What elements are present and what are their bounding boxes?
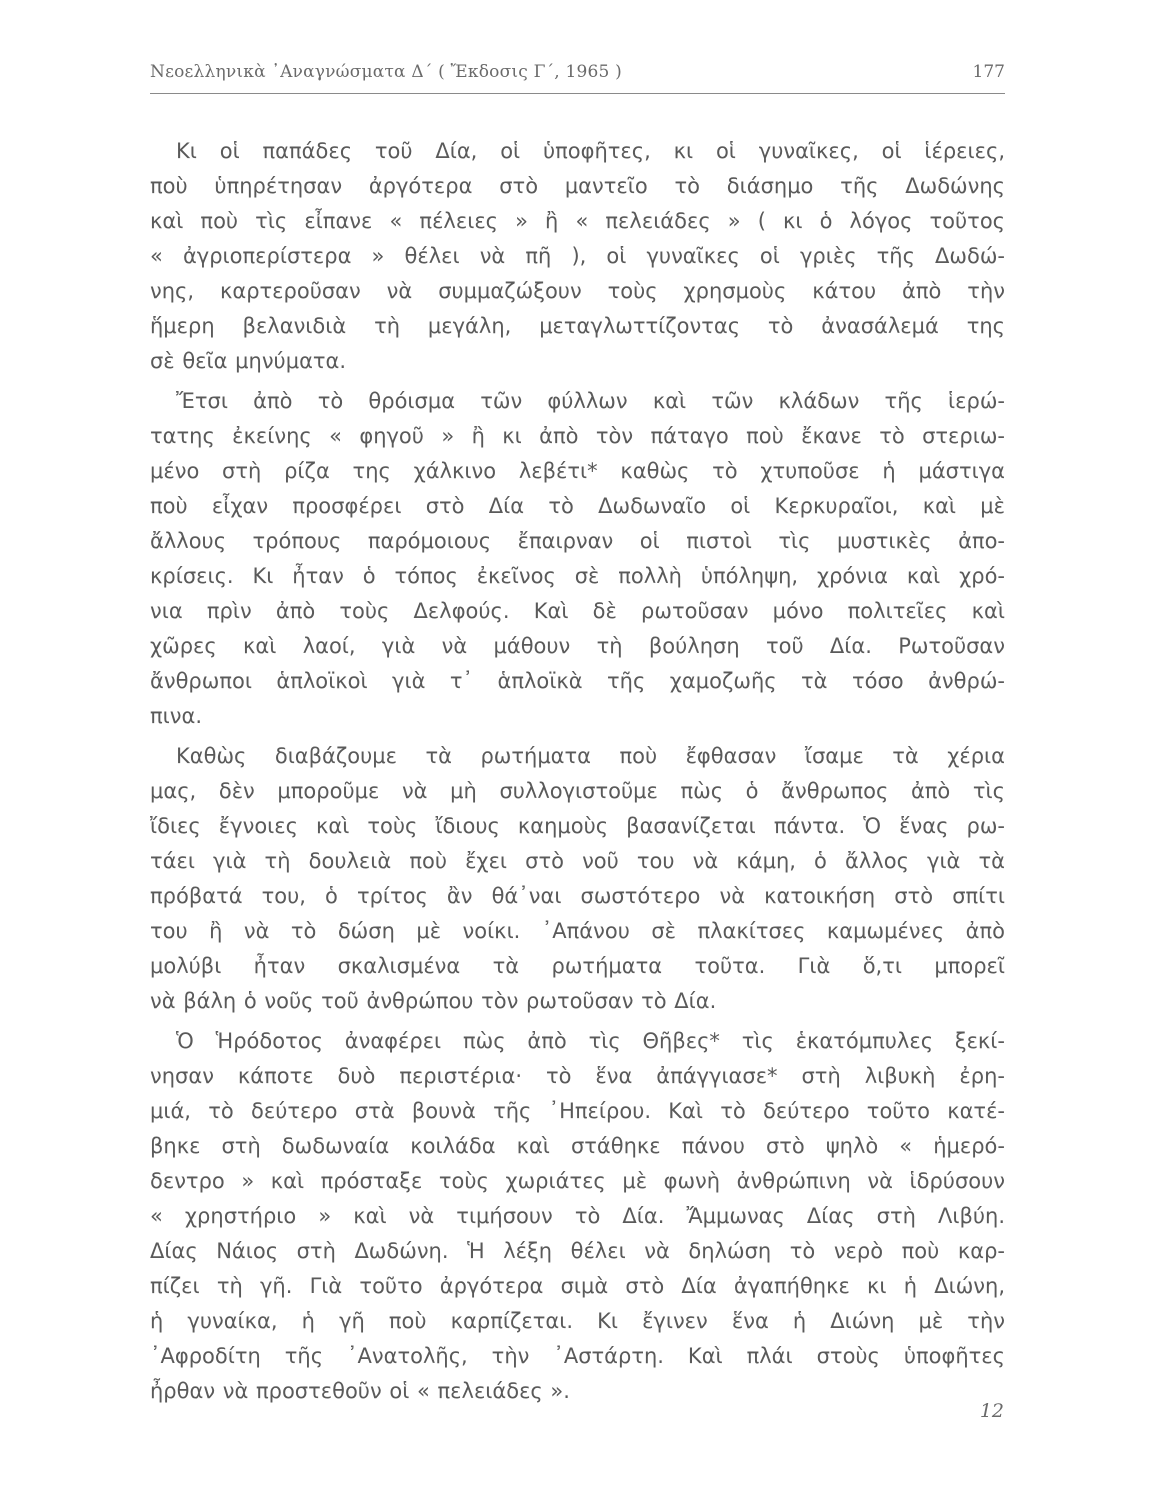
text-line: δεντρο » καὶ πρόσταξε τοὺς χωριάτες μὲ φωνὴ ἀνθρώπινη νὰ ἱδρύσουν (150, 1169, 1005, 1193)
text-line: « χρηστήριο » καὶ νὰ τιμήσουν τὸ Δία. Ἄμμωνας Δίας στὴ Λιβύη. (150, 1204, 1005, 1228)
running-header (150, 58, 1005, 88)
text-line: νης, καρτεροῦσαν νὰ συμμαζώξουν τοὺς χρησμοὺς κάτου ἀπὸ τὴν (150, 279, 1005, 303)
text-line: μιά, τὸ δεύτερο στὰ βουνὰ τῆς ᾿Ηπείρου. Καὶ τὸ δεύτερο τοῦτο κατέ- (150, 1099, 1005, 1123)
text-line: ἄλλους τρόπους παρόμοιους ἔπαιρναν οἱ πιστοὶ τὶς μυστικὲς ἀπο- (150, 529, 1005, 553)
text-line: σὲ θεῖα μηνύματα. (150, 349, 347, 373)
text-line: νησαν κάποτε δυὸ περιστέρια· τὸ ἕνα ἀπάγγιασε* στὴ λιβυκὴ ἐρη- (150, 1064, 1005, 1088)
body-text (150, 134, 1005, 1409)
text-line: « ἀγριοπερίστερα » θέλει νὰ πῆ ), οἱ γυναῖκες οἱ γριὲς τῆς Δωδώ- (150, 244, 1005, 268)
text-line: του ἢ νὰ τὸ δώση μὲ νοίκι. ᾿Απάνου σὲ πλακίτσες καμωμένες ἀπὸ (150, 919, 1005, 943)
text-line: πινα. (150, 704, 202, 728)
text-line: βηκε στὴ δωδωναία κοιλάδα καὶ στάθηκε πάνου στὸ ψηλὸ « ἡμερό- (150, 1134, 1005, 1158)
text-line: τατης ἐκείνης « φηγοῦ » ἢ κι ἀπὸ τὸν πάταγο ποὺ ἔκανε τὸ στεριω- (150, 424, 1005, 448)
text-line: μας, δὲν μποροῦμε νὰ μὴ συλλογιστοῦμε πὼς ὁ ἄνθρωπος ἀπὸ τὶς (150, 779, 1005, 803)
text-line: χῶρες καὶ λαοί, γιὰ νὰ μάθουν τὴ βούληση τοῦ Δία. Ρωτοῦσαν (150, 634, 1005, 658)
page-number: 177 (972, 62, 1005, 82)
header-rule (150, 93, 1005, 94)
text-line: ἴδιες ἔγνοιες καὶ τοὺς ἴδιους καημοὺς βασανίζεται πάντα. Ὁ ἕνας ρω- (150, 814, 1005, 838)
text-line: μολύβι ἦταν σκαλισμένα τὰ ρωτήματα τοῦτα. Γιὰ ὅ,τι μπορεῖ (150, 954, 1005, 978)
text-line: νὰ βάλη ὁ νοῦς τοῦ ἀνθρώπου τὸν ρωτοῦσαν τὸ Δία. (150, 989, 717, 1013)
text-line: ἡ γυναίκα, ἡ γῆ ποὺ καρπίζεται. Κι ἔγινεν ἕνα ἡ Διώνη μὲ τὴν (150, 1309, 1005, 1333)
text-line: μένο στὴ ρίζα της χάλκινο λεβέτι* καθὼς τὸ χτυποῦσε ἡ μάστιγα (150, 459, 1005, 483)
text-line: καὶ ποὺ τὶς εἶπανε « πέλειες » ἢ « πελειάδες » ( κι ὁ λόγος τοῦτος (150, 209, 1005, 233)
text-line: ἄνθρωποι ἁπλοϊκοὶ γιὰ τ᾿ ἁπλοϊκὰ τῆς χαμοζωῆς τὰ τόσο ἀνθρώ- (150, 669, 1005, 693)
text-line: Ἔτσι ἀπὸ τὸ θρόισμα τῶν φύλλων καὶ τῶν κλάδων τῆς ἱερώ- (176, 389, 1005, 413)
text-line: Ὁ Ἡρόδοτος ἀναφέρει πὼς ἀπὸ τὶς Θῆβες* τὶς ἑκατόμπυλες ξεκί- (176, 1029, 1005, 1053)
text-line: ᾿Αφροδίτη τῆς ᾿Ανατολῆς, τὴν ᾿Αστάρτη. Καὶ πλάι στοὺς ὑποφῆτες (150, 1344, 1005, 1368)
book-title: Νεοελληνικὰ ᾿Αναγνώσματα Δ΄ ( Ἔκδοσις Γ΄, 1965 ) (150, 62, 622, 82)
text-line: Κι οἱ παπάδες τοῦ Δία, οἱ ὑποφῆτες, κι οἱ γυναῖκες, οἱ ἱέρειες, (176, 139, 1005, 163)
text-line: ποὺ ὑπηρέτησαν ἀργότερα στὸ μαντεῖο τὸ διάσημο τῆς Δωδώνης (150, 174, 1005, 198)
text-line: κρίσεις. Κι ἦταν ὁ τόπος ἐκεῖνος σὲ πολλὴ ὑπόληψη, χρόνια καὶ χρό- (150, 564, 1005, 588)
text-line: πρόβατά του, ὁ τρίτος ἂν θά᾿ναι σωστότερο νὰ κατοικήση στὸ σπίτι (150, 884, 1005, 908)
paragraph (150, 384, 1005, 734)
text-line: νια πρὶν ἀπὸ τοὺς Δελφούς. Καὶ δὲ ρωτοῦσαν μόνο πολιτεῖες καὶ (150, 599, 1005, 623)
text-line: Καθὼς διαβάζουμε τὰ ρωτήματα ποὺ ἔφθασαν ἴσαμε τὰ χέρια (176, 744, 1005, 768)
text-line: ἦρθαν νὰ προστεθοῦν οἱ « πελειάδες ». (150, 1379, 570, 1403)
paragraph (150, 134, 1005, 379)
text-line: ποὺ εἶχαν προσφέρει στὸ Δία τὸ Δωδωναῖο οἱ Κερκυραῖοι, καὶ μὲ (150, 494, 1005, 518)
text-line: Δίας Νάιος στὴ Δωδώνη. Ἡ λέξη θέλει νὰ δηλώση τὸ νερὸ ποὺ καρ- (150, 1239, 1005, 1263)
text-line: τάει γιὰ τὴ δουλειὰ ποὺ ἔχει στὸ νοῦ του νὰ κάμη, ὁ ἄλλος γιὰ τὰ (150, 849, 1005, 873)
text-line: πίζει τὴ γῆ. Γιὰ τοῦτο ἀργότερα σιμὰ στὸ Δία ἀγαπήθηκε κι ἡ Διώνη, (150, 1274, 1005, 1298)
paragraph (150, 1024, 1005, 1409)
paragraph (150, 739, 1005, 1019)
signature-number: 12 (979, 1400, 1004, 1422)
text-line: ἥμερη βελανιδιὰ τὴ μεγάλη, μεταγλωττίζοντας τὸ ἀνασάλεμά της (150, 314, 1005, 338)
